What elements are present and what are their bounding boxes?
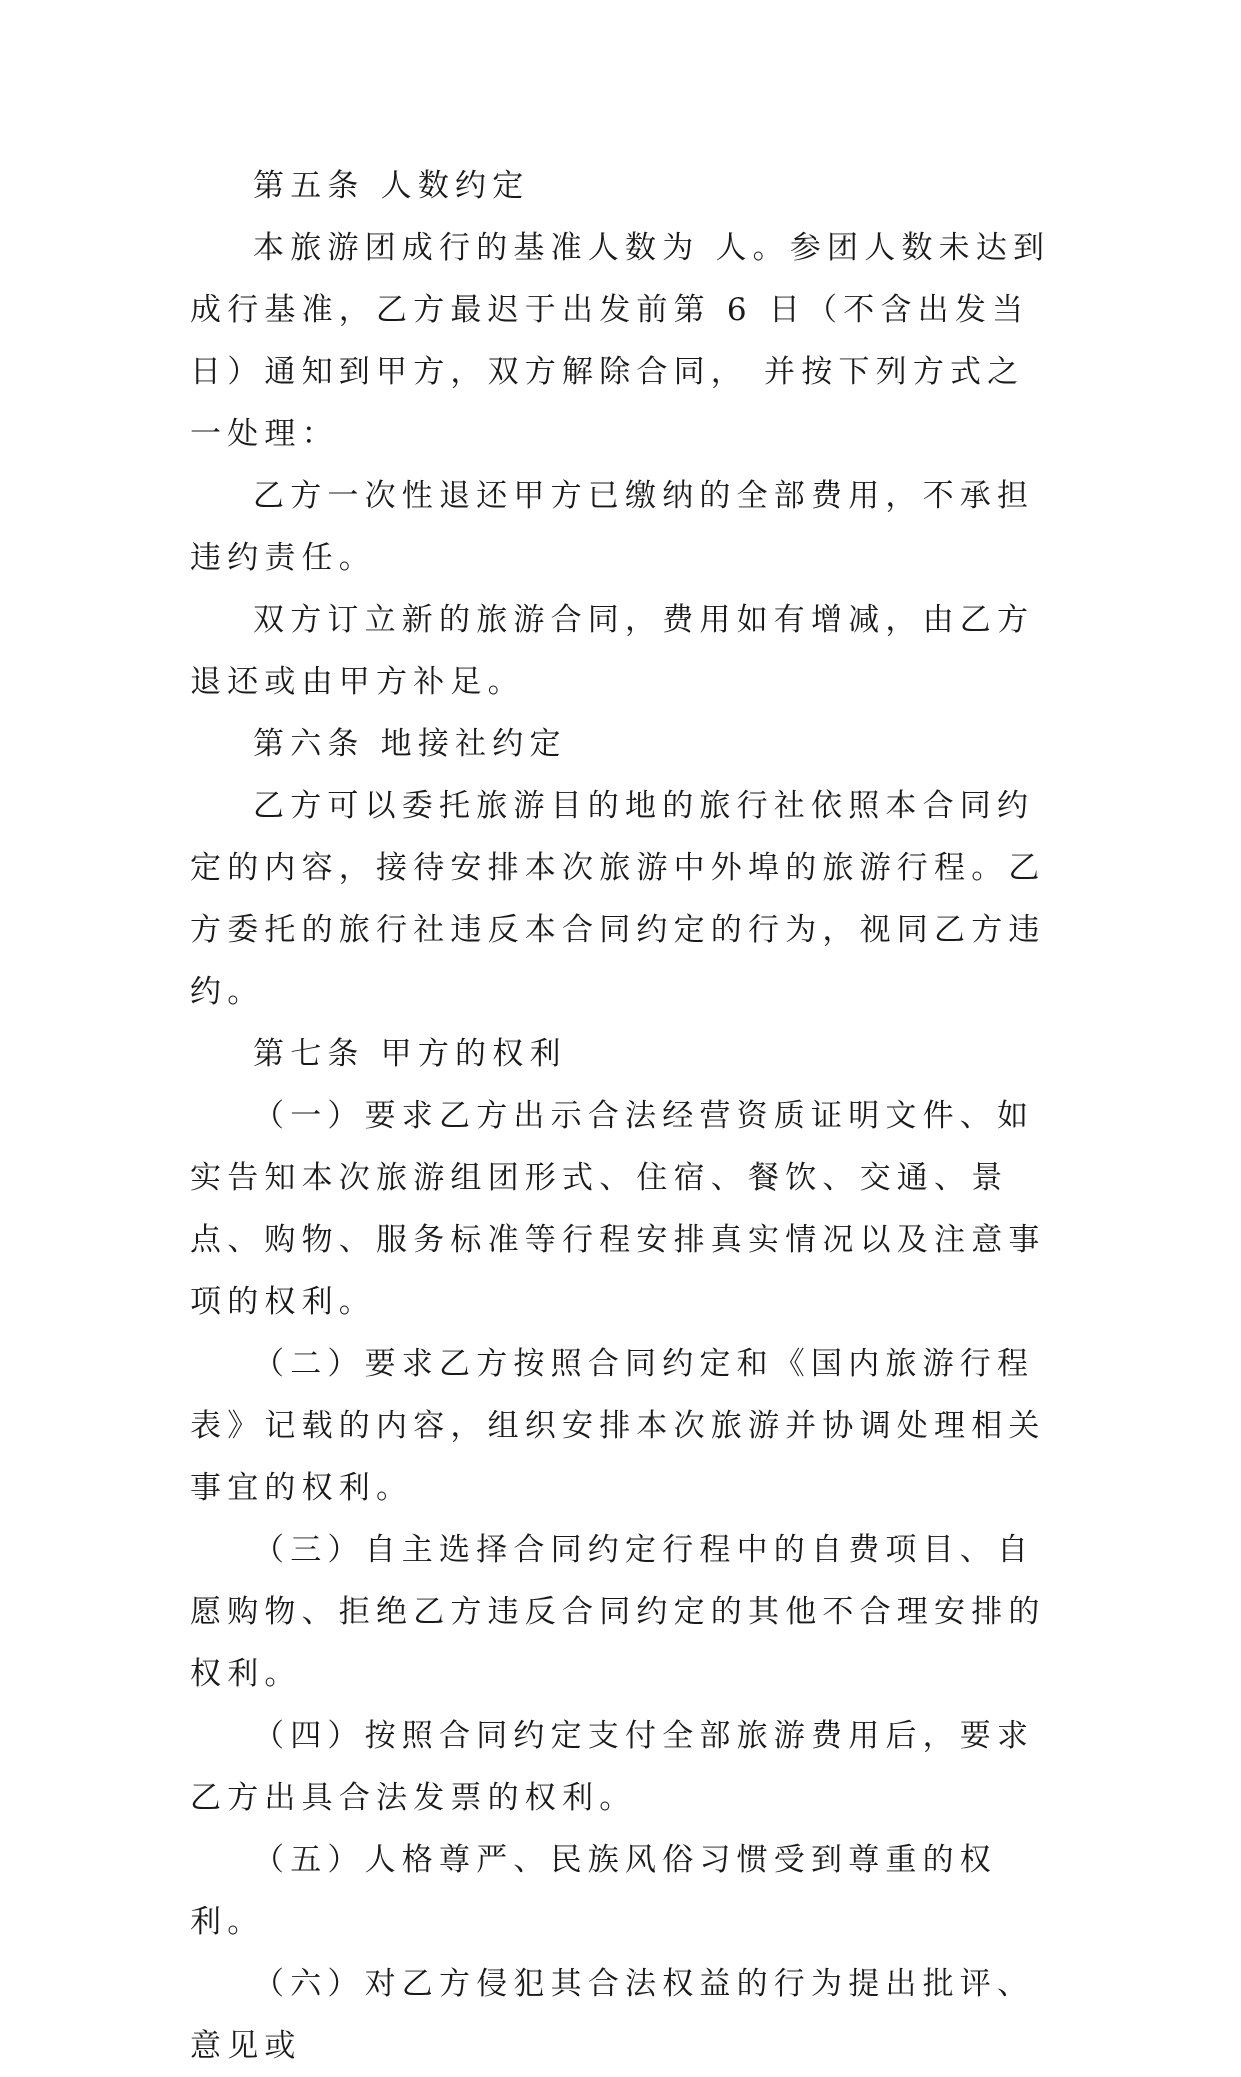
paragraph: （二）要求乙方按照合同约定和《国内旅游行程表》记载的内容，组织安排本次旅游并协调处理相关事宜的权利。 [190,1346,1046,1506]
paragraph: （四）按照合同约定支付全部旅游费用后，要求乙方出具合法发票的权利。 [190,1718,1035,1816]
paragraph: （一）要求乙方出示合法经营资质证明文件、如实告知本次旅游组团形式、住宿、餐饮、交通、景点、购物、服务标准等行程安排真实情况以及注意事项的权利。 [190,1098,1046,1320]
paragraph: 本旅游团成行的基准人数为 人。参团人数未达到成行基准，乙方最迟于出发前第 6 日（不含出发当日）通知到甲方，双方解除合同， 并按下列方式之一处理： [190,230,1051,452]
paragraph: （三）自主选择合同约定行程中的自费项目、自愿购物、拒绝乙方违反合同约定的其他不合理安排的权利。 [190,1532,1046,1692]
document-body [190,155,1060,2077]
paragraph: 双方订立新的旅游合同，费用如有增减，由乙方退还或由甲方补足。 [190,602,1035,700]
paragraph: 乙方可以委托旅游目的地的旅行社依照本合同约定的内容，接待安排本次旅游中外埠的旅游行程。乙方委托的旅行社违反本合同约定的行为，视同乙方违约。 [190,788,1046,1010]
paragraph: （六）对乙方侵犯其合法权益的行为提出批评、意见或 [190,1966,1035,2064]
article-6-heading: 第六条 地接社约定 [253,726,567,762]
article-5-heading: 第五条 人数约定 [253,168,530,204]
article-7-heading: 第七条 甲方的权利 [253,1036,567,1072]
paragraph: 乙方一次性退还甲方已缴纳的全部费用，不承担违约责任。 [190,478,1035,576]
paragraph: （五）人格尊严、民族风俗习惯受到尊重的权利。 [190,1842,997,1940]
